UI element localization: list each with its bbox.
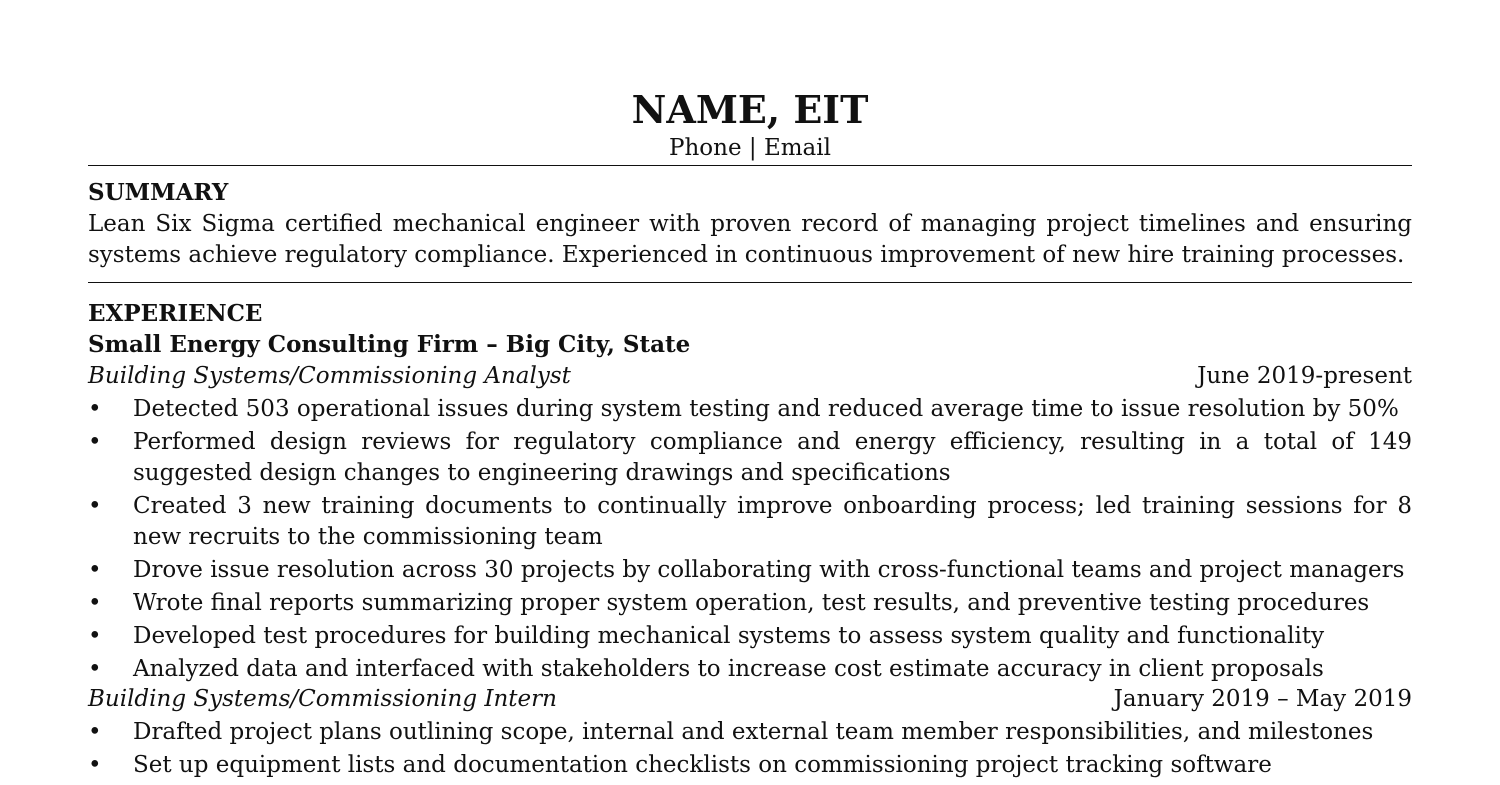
bullet-text: Drafted project plans outlining scope, internal and external team member responsibilities, and milestones (133, 719, 1374, 745)
bullet-item (88, 394, 1412, 425)
company-name: Small Energy Consulting Firm – Big City, State (88, 331, 691, 358)
bullet-text: Developed test procedures for building mechanical systems to assess system quality and functionality (133, 623, 1325, 649)
bullet-text: new recruits to the commissioning team (133, 524, 603, 550)
bullet-item (88, 621, 1412, 652)
bullet-icon: • (88, 719, 102, 745)
role-dates: June 2019-present (1197, 363, 1412, 389)
bullet-item (88, 427, 1412, 489)
bullet-icon: • (88, 557, 102, 583)
divider (88, 282, 1412, 283)
bullet-icon: • (88, 590, 102, 616)
role-title: Building Systems/Commissioning Intern (88, 686, 557, 712)
summary-line: Lean Six Sigma certified mechanical engineer with proven record of managing project timelines and ensuring (88, 211, 1412, 237)
bullet-icon: • (88, 429, 102, 455)
bullet-text: Wrote final reports summarizing proper system operation, test results, and preventive testing procedures (133, 590, 1370, 616)
summary-line: systems achieve regulatory compliance. Experienced in continuous improvement of new hire training processes. (88, 242, 1405, 268)
divider (88, 165, 1412, 166)
bullet-icon: • (88, 623, 102, 649)
summary-heading: SUMMARY (88, 179, 229, 206)
resume-name: NAME, EIT (631, 87, 869, 132)
experience-heading: EXPERIENCE (88, 300, 263, 327)
bullet-text: Performed design reviews for regulatory compliance and energy efficiency, resulting in a total of 149 (133, 429, 1412, 455)
bullet-text: Set up equipment lists and documentation checklists on commissioning project tracking software (133, 752, 1272, 778)
bullet-text: Detected 503 operational issues during system testing and reduced average time to issue resolution by 50% (133, 396, 1399, 422)
bullet-icon: • (88, 396, 102, 422)
bullet-text: Created 3 new training documents to continually improve onboarding process; led training sessions for 8 (133, 493, 1412, 519)
bullet-item (88, 555, 1412, 586)
bullet-text: Analyzed data and interfaced with stakeholders to increase cost estimate accuracy in client proposals (133, 656, 1324, 682)
bullet-item (88, 654, 1412, 685)
bullet-icon: • (88, 656, 102, 682)
role-title-row (88, 684, 1412, 714)
bullet-icon: • (88, 493, 102, 519)
contact-line: Phone | Email (669, 135, 831, 161)
role-title-row (88, 361, 1412, 391)
bullet-item (88, 750, 1412, 781)
role-title: Building Systems/Commissioning Analyst (88, 363, 571, 389)
bullet-item (88, 491, 1412, 553)
bullet-text: suggested design changes to engineering drawings and specifications (133, 460, 951, 486)
bullet-item (88, 717, 1412, 748)
bullet-item (88, 588, 1412, 619)
bullet-text: Drove issue resolution across 30 projects by collaborating with cross-functional teams and project managers (133, 557, 1405, 583)
role-dates: January 2019 – May 2019 (1113, 686, 1412, 712)
bullet-icon: • (88, 752, 102, 778)
